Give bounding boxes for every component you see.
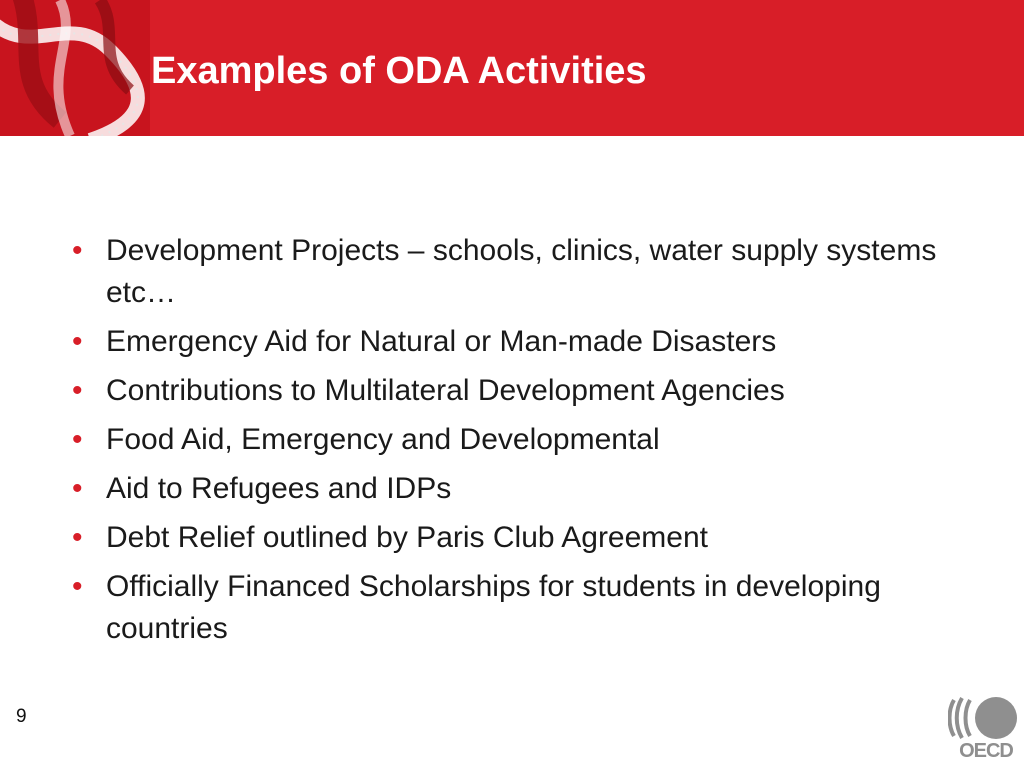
oecd-logo-text: OECD	[959, 740, 1013, 762]
bullet-marker: •	[72, 472, 83, 505]
bullet-marker: •	[72, 325, 83, 358]
slide-header	[0, 0, 1024, 136]
page-number: 9	[16, 706, 27, 727]
bullet-marker: •	[72, 570, 83, 603]
bullet-list	[72, 230, 952, 657]
bullet-marker: •	[72, 423, 83, 456]
bullet-marker: •	[72, 374, 83, 407]
bullet-marker: •	[72, 234, 83, 267]
bullet-item	[72, 230, 952, 314]
bullet-marker: •	[72, 521, 83, 554]
slide-title: Examples of ODA Activities	[151, 50, 647, 92]
bullet-text: Food Aid, Emergency and Developmental	[106, 423, 660, 456]
oecd-logo	[948, 694, 1020, 764]
bullet-item	[72, 419, 952, 461]
bullet-text: Officially Financed Scholarships for students in developing countries	[106, 570, 881, 645]
measuring-tape-icon	[0, 0, 150, 136]
bullet-text: Development Projects – schools, clinics, water supply systems etc…	[106, 234, 937, 309]
bullet-text: Emergency Aid for Natural or Man-made Disasters	[106, 325, 777, 358]
bullet-text: Contributions to Multilateral Development Agencies	[106, 374, 785, 407]
bullet-item	[72, 566, 952, 650]
oecd-logo-icon	[948, 694, 1020, 742]
bullet-text: Aid to Refugees and IDPs	[106, 472, 452, 505]
bullet-item	[72, 370, 952, 412]
bullet-item	[72, 517, 952, 559]
bullet-text: Debt Relief outlined by Paris Club Agreement	[106, 521, 708, 554]
bullet-item	[72, 321, 952, 363]
bullet-item	[72, 468, 952, 510]
